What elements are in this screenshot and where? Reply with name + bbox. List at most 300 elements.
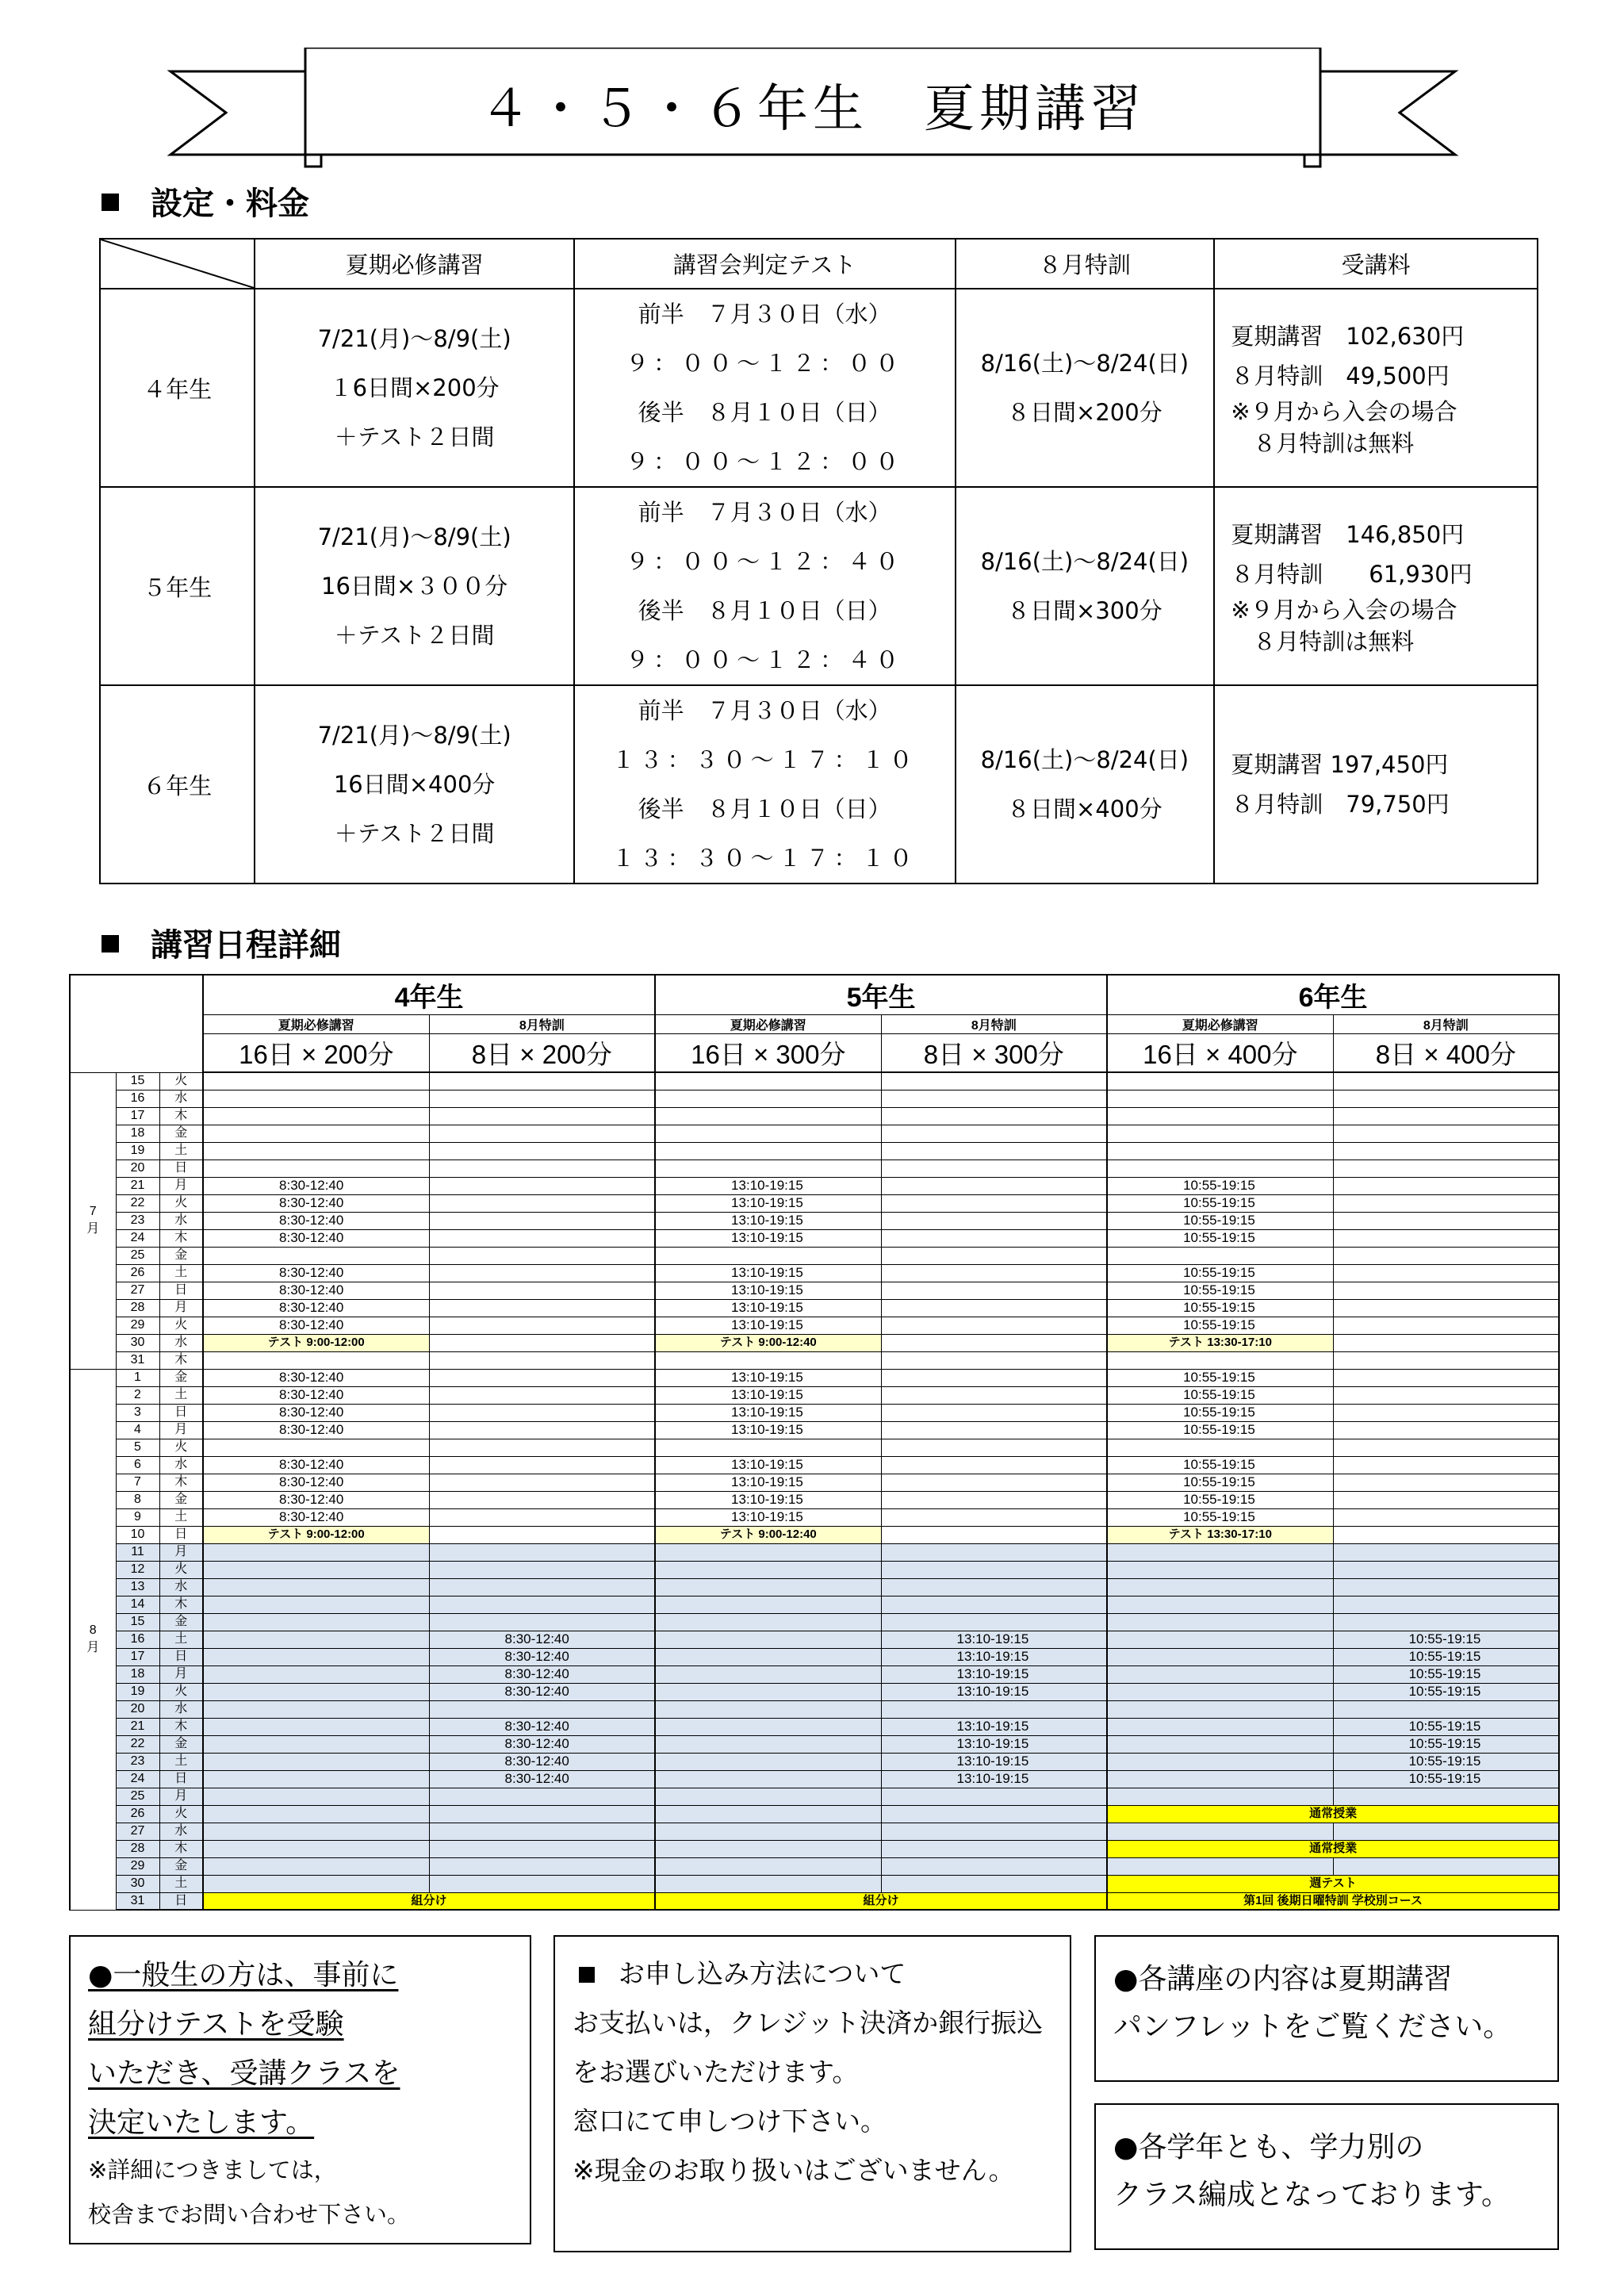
duration-header: 16日 × 200分 — [203, 1034, 429, 1073]
day-number: 14 — [116, 1596, 159, 1613]
weekday: 土 — [159, 1875, 203, 1892]
schedule-row — [70, 1439, 1559, 1456]
empty-cell — [1107, 1683, 1333, 1700]
time-cell: 13:10-19:15 — [655, 1404, 881, 1421]
empty-cell — [1333, 1317, 1559, 1334]
empty-cell — [1333, 1823, 1559, 1840]
empty-cell — [203, 1857, 429, 1875]
empty-cell — [655, 1351, 881, 1369]
empty-cell — [1333, 1125, 1559, 1142]
day-number: 4 — [116, 1421, 159, 1439]
weekday: 土 — [159, 1753, 203, 1770]
weekday: 火 — [159, 1317, 203, 1334]
day-number: 26 — [116, 1805, 159, 1823]
empty-cell — [429, 1474, 655, 1491]
test-cell: テスト 9:00-12:40 — [655, 1526, 881, 1543]
schedule-row — [70, 1282, 1559, 1299]
schedule-row — [70, 1892, 1559, 1910]
schedule-row — [70, 1334, 1559, 1351]
empty-cell — [429, 1386, 655, 1404]
day-number: 10 — [116, 1526, 159, 1543]
fee-cell: 夏期講習 146,850円 ８月特訓 61,930円 ※９月から入会の場合 ８月特訓は無料 — [1214, 487, 1538, 685]
weekday: 土 — [159, 1386, 203, 1404]
day-number: 2 — [116, 1386, 159, 1404]
month-label: 8 月 — [70, 1369, 116, 1910]
special-course-cell: 8/16(土)～8/24(日) ８日間×200分 — [956, 289, 1215, 487]
time-cell: 8:30-12:40 — [203, 1369, 429, 1386]
time-cell: 10:55-19:15 — [1107, 1508, 1333, 1526]
schedule-row — [70, 1491, 1559, 1508]
empty-cell — [203, 1439, 429, 1456]
empty-cell — [881, 1090, 1107, 1107]
schedule-row — [70, 1578, 1559, 1596]
empty-cell — [429, 1177, 655, 1194]
schedule-row — [70, 1700, 1559, 1718]
header-fee: 受講料 — [1214, 239, 1538, 289]
empty-cell — [429, 1247, 655, 1264]
day-number: 6 — [116, 1456, 159, 1474]
empty-cell — [203, 1543, 429, 1561]
time-cell: 8:30-12:40 — [203, 1404, 429, 1421]
empty-cell — [881, 1229, 1107, 1247]
weekday: 月 — [159, 1299, 203, 1317]
day-number: 18 — [116, 1665, 159, 1683]
time-cell: 10:55-19:15 — [1333, 1718, 1559, 1735]
schedule-row — [70, 1753, 1559, 1770]
day-number: 23 — [116, 1753, 159, 1770]
time-cell: 8:30-12:40 — [203, 1491, 429, 1508]
empty-cell — [429, 1491, 655, 1508]
empty-cell — [1107, 1770, 1333, 1788]
sub-header: 8月特訓 — [429, 1015, 655, 1034]
time-cell: 10:55-19:15 — [1107, 1212, 1333, 1229]
time-cell: 10:55-19:15 — [1333, 1735, 1559, 1753]
fee-row-grade5 — [100, 487, 1538, 685]
time-cell: 8:30-12:40 — [203, 1456, 429, 1474]
required-course-cell: 7/21(月)～8/9(土) 16日間×３００分 ＋テスト２日間 — [255, 487, 573, 685]
grade-header-6: 6年生 — [1107, 975, 1559, 1015]
schedule-row — [70, 1177, 1559, 1194]
empty-cell — [881, 1561, 1107, 1578]
empty-cell — [203, 1631, 429, 1648]
empty-cell — [881, 1072, 1107, 1090]
time-cell: 13:10-19:15 — [655, 1386, 881, 1404]
day-number: 9 — [116, 1508, 159, 1526]
empty-cell — [881, 1212, 1107, 1229]
time-cell: 13:10-19:15 — [881, 1753, 1107, 1770]
schedule-row — [70, 1770, 1559, 1788]
special-course-cell: 8/16(土)～8/24(日) ８日間×300分 — [956, 487, 1215, 685]
empty-cell — [1333, 1159, 1559, 1177]
empty-cell — [881, 1386, 1107, 1404]
day-number: 1 — [116, 1369, 159, 1386]
sub-header: 夏期必修講習 — [1107, 1015, 1333, 1034]
test-cell: 前半 ７月３０日（水） ９：００～１２：４０ 後半 ８月１０日（日） ９：００～１２：４０ — [574, 487, 956, 685]
day-number: 27 — [116, 1282, 159, 1299]
day-number: 25 — [116, 1788, 159, 1805]
empty-cell — [1107, 1823, 1333, 1840]
duration-header: 16日 × 400分 — [1107, 1034, 1333, 1073]
empty-cell — [881, 1543, 1107, 1561]
square-bullet-icon — [579, 1967, 595, 1983]
schedule-row — [70, 1840, 1559, 1857]
empty-cell — [203, 1578, 429, 1596]
empty-cell — [655, 1107, 881, 1125]
schedule-corner — [70, 975, 203, 1072]
empty-cell — [1333, 1299, 1559, 1317]
empty-cell — [203, 1107, 429, 1125]
empty-cell — [1107, 1351, 1333, 1369]
empty-cell — [881, 1177, 1107, 1194]
weekday: 水 — [159, 1334, 203, 1351]
schedule-row — [70, 1543, 1559, 1561]
empty-cell — [429, 1159, 655, 1177]
empty-cell — [881, 1578, 1107, 1596]
duration-header: 8日 × 200分 — [429, 1034, 655, 1073]
time-cell: 10:55-19:15 — [1107, 1491, 1333, 1508]
test-cell: テスト 9:00-12:40 — [655, 1334, 881, 1351]
schedule-row — [70, 1299, 1559, 1317]
highlight-cell: 組分け — [655, 1892, 1107, 1910]
empty-cell — [203, 1683, 429, 1700]
sub-header: 8月特訓 — [881, 1015, 1107, 1034]
empty-cell — [1333, 1439, 1559, 1456]
general-student-notice: ●一般生の方は、事前に 組分けテストを受験 いただき、受講クラスを 決定いたします。 ※詳細につきましては， 校舎までお問い合わせ下さい。 — [69, 1935, 531, 2244]
header-special: ８月特訓 — [956, 239, 1215, 289]
weekday: 月 — [159, 1665, 203, 1683]
day-number: 25 — [116, 1247, 159, 1264]
time-cell: 8:30-12:40 — [203, 1282, 429, 1299]
duration-header: 8日 × 300分 — [881, 1034, 1107, 1073]
empty-cell — [1107, 1753, 1333, 1770]
empty-cell — [429, 1439, 655, 1456]
empty-cell — [1333, 1282, 1559, 1299]
fee-cell: 夏期講習 197,450円 ８月特訓 79,750円 — [1214, 685, 1538, 884]
empty-cell — [881, 1317, 1107, 1334]
test-cell: 前半 ７月３０日（水） ９：００～１２：００ 後半 ８月１０日（日） ９：００～１２：００ — [574, 289, 956, 487]
time-cell: 10:55-19:15 — [1333, 1683, 1559, 1700]
day-number: 15 — [116, 1072, 159, 1090]
duration-header: 16日 × 300分 — [655, 1034, 881, 1073]
empty-cell — [881, 1788, 1107, 1805]
empty-cell — [881, 1857, 1107, 1875]
empty-cell — [429, 1125, 655, 1142]
empty-cell — [429, 1090, 655, 1107]
empty-cell — [881, 1456, 1107, 1474]
empty-cell — [1107, 1439, 1333, 1456]
time-cell: 13:10-19:15 — [655, 1177, 881, 1194]
time-cell: 13:10-19:15 — [655, 1229, 881, 1247]
time-cell: 10:55-19:15 — [1333, 1665, 1559, 1683]
time-cell: 8:30-12:40 — [429, 1648, 655, 1665]
empty-cell — [429, 1875, 655, 1892]
empty-cell — [1333, 1229, 1559, 1247]
empty-cell — [1333, 1194, 1559, 1212]
highlight-cell: 通常授業 — [1107, 1805, 1559, 1823]
empty-cell — [881, 1421, 1107, 1439]
time-cell: 10:55-19:15 — [1107, 1264, 1333, 1282]
empty-cell — [1333, 1508, 1559, 1526]
empty-cell — [881, 1613, 1107, 1631]
grade-label: ６年生 — [100, 685, 255, 884]
empty-cell — [1333, 1369, 1559, 1386]
schedule-row — [70, 1788, 1559, 1805]
time-cell: 13:10-19:15 — [655, 1264, 881, 1282]
day-number: 20 — [116, 1159, 159, 1177]
empty-cell — [655, 1125, 881, 1142]
highlight-cell: 組分け — [203, 1892, 655, 1910]
empty-cell — [881, 1700, 1107, 1718]
time-cell: 13:10-19:15 — [655, 1369, 881, 1386]
day-number: 29 — [116, 1857, 159, 1875]
empty-cell — [1333, 1142, 1559, 1159]
page-title: ４・５・６年生 夏期講習 — [480, 80, 1146, 139]
empty-cell — [1107, 1631, 1333, 1648]
empty-cell — [1107, 1596, 1333, 1613]
weekday: 金 — [159, 1369, 203, 1386]
time-cell: 8:30-12:40 — [203, 1474, 429, 1491]
weekday: 火 — [159, 1805, 203, 1823]
empty-cell — [1333, 1578, 1559, 1596]
empty-cell — [429, 1613, 655, 1631]
empty-cell — [655, 1857, 881, 1875]
schedule-row — [70, 1386, 1559, 1404]
day-number: 5 — [116, 1439, 159, 1456]
day-number: 12 — [116, 1561, 159, 1578]
empty-cell — [203, 1648, 429, 1665]
time-cell: 8:30-12:40 — [203, 1299, 429, 1317]
time-cell: 13:10-19:15 — [655, 1194, 881, 1212]
empty-cell — [881, 1247, 1107, 1264]
empty-cell — [655, 1613, 881, 1631]
day-number: 17 — [116, 1107, 159, 1125]
weekday: 水 — [159, 1578, 203, 1596]
day-number: 11 — [116, 1543, 159, 1561]
time-cell: 13:10-19:15 — [655, 1456, 881, 1474]
day-number: 17 — [116, 1648, 159, 1665]
time-cell: 8:30-12:40 — [429, 1770, 655, 1788]
test-cell: テスト 13:30-17:10 — [1107, 1526, 1333, 1543]
day-number: 30 — [116, 1875, 159, 1892]
empty-cell — [1333, 1386, 1559, 1404]
weekday: 土 — [159, 1264, 203, 1282]
empty-cell — [429, 1456, 655, 1474]
time-cell: 10:55-19:15 — [1107, 1404, 1333, 1421]
test-cell: テスト 9:00-12:00 — [203, 1334, 429, 1351]
empty-cell — [655, 1753, 881, 1770]
empty-cell — [1107, 1578, 1333, 1596]
weekday: 水 — [159, 1456, 203, 1474]
grade-label: ５年生 — [100, 487, 255, 685]
schedule-row — [70, 1107, 1559, 1125]
empty-cell — [655, 1770, 881, 1788]
empty-cell — [1333, 1072, 1559, 1090]
highlight-cell: 通常授業 — [1107, 1840, 1559, 1857]
empty-cell — [655, 1543, 881, 1561]
empty-cell — [429, 1596, 655, 1613]
header-required: 夏期必修講習 — [255, 239, 573, 289]
weekday: 木 — [159, 1107, 203, 1125]
course-content-box: ●各講座の内容は夏期講習 パンフレットをご覧ください。 — [1094, 1935, 1559, 2082]
empty-cell — [1107, 1700, 1333, 1718]
empty-cell — [881, 1264, 1107, 1282]
application-method-box: お申し込み方法について お支払いは，クレジット決済か銀行振込 をお選びいただけます。 窓口にて申しつけ下さい。 ※現金のお取り扱いはございません。 — [553, 1935, 1071, 2252]
empty-cell — [1107, 1543, 1333, 1561]
empty-cell — [1107, 1735, 1333, 1753]
empty-cell — [1333, 1456, 1559, 1474]
empty-cell — [203, 1613, 429, 1631]
day-number: 21 — [116, 1718, 159, 1735]
empty-cell — [1107, 1788, 1333, 1805]
empty-cell — [881, 1125, 1107, 1142]
square-bullet-icon — [102, 194, 119, 211]
empty-cell — [655, 1875, 881, 1892]
time-cell: 10:55-19:15 — [1107, 1474, 1333, 1491]
empty-cell — [1333, 1526, 1559, 1543]
empty-cell — [429, 1700, 655, 1718]
weekday: 日 — [159, 1892, 203, 1910]
weekday: 火 — [159, 1561, 203, 1578]
empty-cell — [1333, 1090, 1559, 1107]
empty-cell — [1333, 1334, 1559, 1351]
time-cell: 8:30-12:40 — [203, 1317, 429, 1334]
empty-cell — [655, 1788, 881, 1805]
empty-cell — [203, 1596, 429, 1613]
time-cell: 10:55-19:15 — [1107, 1456, 1333, 1474]
day-number: 20 — [116, 1700, 159, 1718]
time-cell: 8:30-12:40 — [203, 1177, 429, 1194]
weekday: 木 — [159, 1596, 203, 1613]
time-cell: 10:55-19:15 — [1107, 1421, 1333, 1439]
empty-cell — [429, 1823, 655, 1840]
weekday: 木 — [159, 1229, 203, 1247]
empty-cell — [1107, 1857, 1333, 1875]
section-heading-schedule: 講習日程詳細 — [102, 920, 341, 965]
time-cell: 8:30-12:40 — [429, 1718, 655, 1735]
empty-cell — [1333, 1212, 1559, 1229]
empty-cell — [203, 1351, 429, 1369]
weekday: 月 — [159, 1177, 203, 1194]
schedule-row — [70, 1317, 1559, 1334]
time-cell: 13:10-19:15 — [655, 1212, 881, 1229]
empty-cell — [429, 1543, 655, 1561]
class-organization-box: ●各学年とも、学力別の クラス編成となっております。 — [1094, 2103, 1559, 2250]
test-cell: テスト 9:00-12:00 — [203, 1526, 429, 1543]
schedule-row — [70, 1456, 1559, 1474]
schedule-row — [70, 1090, 1559, 1107]
time-cell: 10:55-19:15 — [1107, 1317, 1333, 1334]
day-number: 19 — [116, 1683, 159, 1700]
weekday: 日 — [159, 1770, 203, 1788]
empty-cell — [881, 1159, 1107, 1177]
fee-cell: 夏期講習 102,630円 ８月特訓 49,500円 ※９月から入会の場合 ８月特訓は無料 — [1214, 289, 1538, 487]
schedule-row — [70, 1212, 1559, 1229]
schedule-row — [70, 1683, 1559, 1700]
weekday: 日 — [159, 1526, 203, 1543]
empty-cell — [203, 1125, 429, 1142]
empty-cell — [1333, 1177, 1559, 1194]
time-cell: 13:10-19:15 — [655, 1317, 881, 1334]
empty-cell — [655, 1142, 881, 1159]
empty-cell — [655, 1631, 881, 1648]
empty-cell — [881, 1508, 1107, 1526]
empty-cell — [429, 1264, 655, 1282]
day-number: 19 — [116, 1142, 159, 1159]
test-cell: 前半 ７月３０日（水） １３：３０～１７：１０ 後半 ８月１０日（日） １３：３０～１７：１０ — [574, 685, 956, 884]
time-cell: 13:10-19:15 — [655, 1282, 881, 1299]
time-cell: 13:10-19:15 — [655, 1491, 881, 1508]
empty-cell — [429, 1526, 655, 1543]
time-cell: 13:10-19:15 — [655, 1508, 881, 1526]
weekday: 土 — [159, 1508, 203, 1526]
empty-cell — [429, 1421, 655, 1439]
time-cell: 13:10-19:15 — [655, 1421, 881, 1439]
grade-header-4: 4年生 — [203, 975, 655, 1015]
schedule-table — [69, 974, 1560, 1911]
empty-cell — [429, 1334, 655, 1351]
empty-cell — [1107, 1072, 1333, 1090]
time-cell: 8:30-12:40 — [203, 1386, 429, 1404]
schedule-row — [70, 1857, 1559, 1875]
grade-label: ４年生 — [100, 289, 255, 487]
empty-cell — [655, 1247, 881, 1264]
empty-cell — [881, 1404, 1107, 1421]
empty-cell — [203, 1561, 429, 1578]
empty-cell — [203, 1090, 429, 1107]
time-cell: 13:10-19:15 — [881, 1631, 1107, 1648]
schedule-row — [70, 1561, 1559, 1578]
schedule-row — [70, 1665, 1559, 1683]
time-cell: 13:10-19:15 — [881, 1735, 1107, 1753]
empty-cell — [1333, 1421, 1559, 1439]
empty-cell — [881, 1840, 1107, 1857]
time-cell: 8:30-12:40 — [203, 1421, 429, 1439]
empty-cell — [203, 1823, 429, 1840]
empty-cell — [203, 1700, 429, 1718]
day-number: 21 — [116, 1177, 159, 1194]
empty-cell — [1107, 1107, 1333, 1125]
time-cell: 10:55-19:15 — [1333, 1770, 1559, 1788]
day-number: 16 — [116, 1090, 159, 1107]
empty-cell — [1333, 1543, 1559, 1561]
empty-cell — [655, 1683, 881, 1700]
empty-cell — [881, 1299, 1107, 1317]
empty-cell — [203, 1072, 429, 1090]
schedule-row — [70, 1369, 1559, 1386]
empty-cell — [1107, 1247, 1333, 1264]
weekday: 金 — [159, 1491, 203, 1508]
schedule-row — [70, 1229, 1559, 1247]
sub-header: 夏期必修講習 — [203, 1015, 429, 1034]
empty-cell — [655, 1596, 881, 1613]
weekday: 日 — [159, 1404, 203, 1421]
empty-cell — [1333, 1247, 1559, 1264]
schedule-row — [70, 1648, 1559, 1665]
empty-cell — [1333, 1561, 1559, 1578]
time-cell: 8:30-12:40 — [429, 1665, 655, 1683]
weekday: 金 — [159, 1735, 203, 1753]
schedule-row — [70, 1194, 1559, 1212]
empty-cell — [429, 1299, 655, 1317]
time-cell: 8:30-12:40 — [203, 1264, 429, 1282]
schedule-row — [70, 1474, 1559, 1491]
time-cell: 10:55-19:15 — [1107, 1229, 1333, 1247]
time-cell: 8:30-12:40 — [203, 1194, 429, 1212]
weekday: 月 — [159, 1788, 203, 1805]
time-cell: 13:10-19:15 — [881, 1648, 1107, 1665]
day-number: 16 — [116, 1631, 159, 1648]
empty-cell — [881, 1805, 1107, 1823]
